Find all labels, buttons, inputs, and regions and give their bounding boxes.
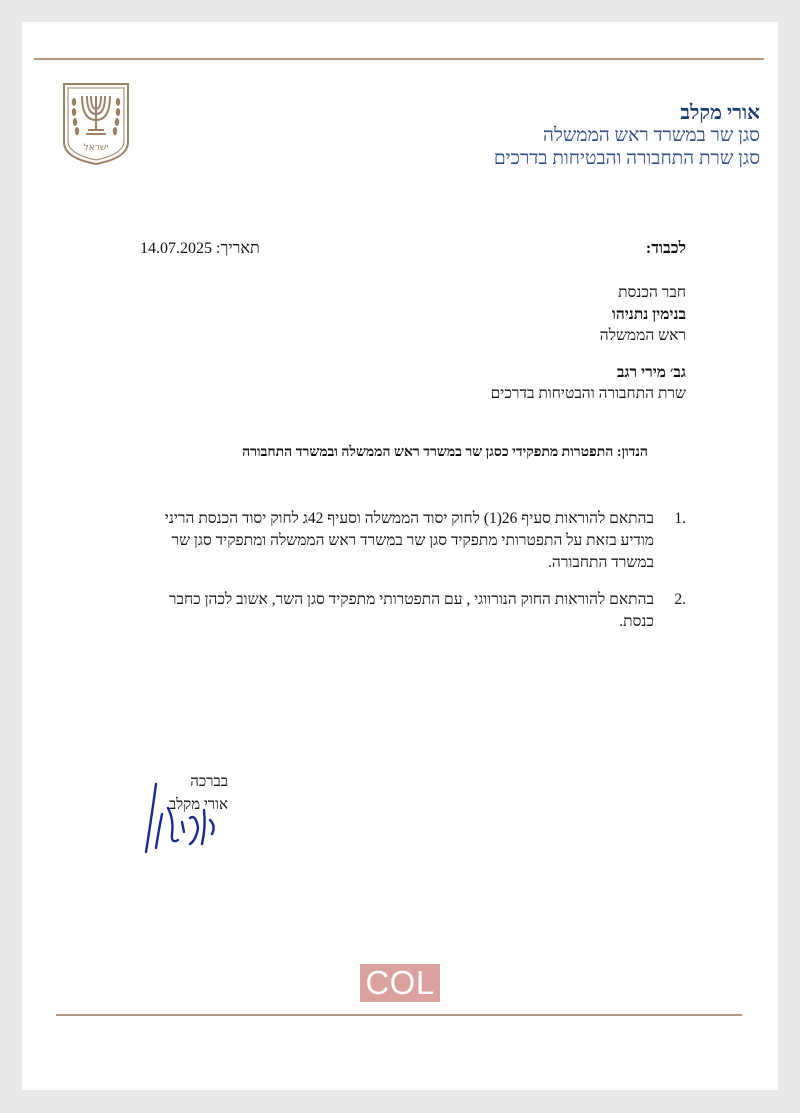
sender-title-1: סגן שר במשרד ראש הממשלה: [543, 125, 760, 146]
recipient-1-line1: חבר הכנסת: [618, 284, 686, 301]
item-number: .2: [674, 591, 686, 608]
closing-signer: אורי מקלב: [168, 797, 228, 813]
recipient-2-role: שרת התחבורה והבטיחות בדרכים: [490, 385, 686, 402]
sender-name: אורי מקלב: [680, 102, 760, 124]
state-emblem-icon: [60, 80, 132, 166]
recipient-1-role: ראש הממשלה: [599, 327, 686, 344]
top-divider: [34, 58, 764, 60]
bottom-divider: [56, 1014, 742, 1016]
letter-page: [22, 22, 778, 1090]
col-watermark: COL: [360, 964, 440, 1002]
subject-line: הנדון: התפטרות מתפקידי כסגן שר במשרד ראש הממשלה ובמשרד התחבורה: [242, 445, 648, 460]
closing-greeting: בברכה: [190, 774, 228, 790]
emblem-label: ישראל: [83, 143, 109, 153]
item-line: בהתאם להוראות סעיף 26(1) לחוק יסוד הממשלה וסעיף 42ג לחוק יסוד הכנסת הריני: [164, 510, 654, 527]
letter-date: 14.07.2025 :תאריך: [140, 240, 260, 257]
to-label: לכבוד:: [645, 240, 686, 257]
item-line: כנסת.: [619, 613, 654, 630]
sender-title-2: סגן שרת התחבורה והבטיחות בדרכים: [493, 148, 760, 169]
item-number: .1: [674, 510, 686, 527]
item-line: במשרד התחבורה.: [548, 554, 654, 571]
recipient-1-name: בנימין נתניהו: [611, 306, 686, 323]
item-line: בהתאם להוראות החוק הנורווגי , עם התפטרותי מתפקיד סגן השר, אשוב לכהן כחבר: [168, 591, 654, 608]
handwritten-signature: [138, 774, 228, 858]
recipient-2-name: גב׳ מירי רגב: [616, 364, 686, 381]
item-line: מודיע בזאת על התפטרותי מתפקיד סגן שר במשרד ראש הממשלה ומתפקיד סגן שר: [171, 532, 654, 549]
